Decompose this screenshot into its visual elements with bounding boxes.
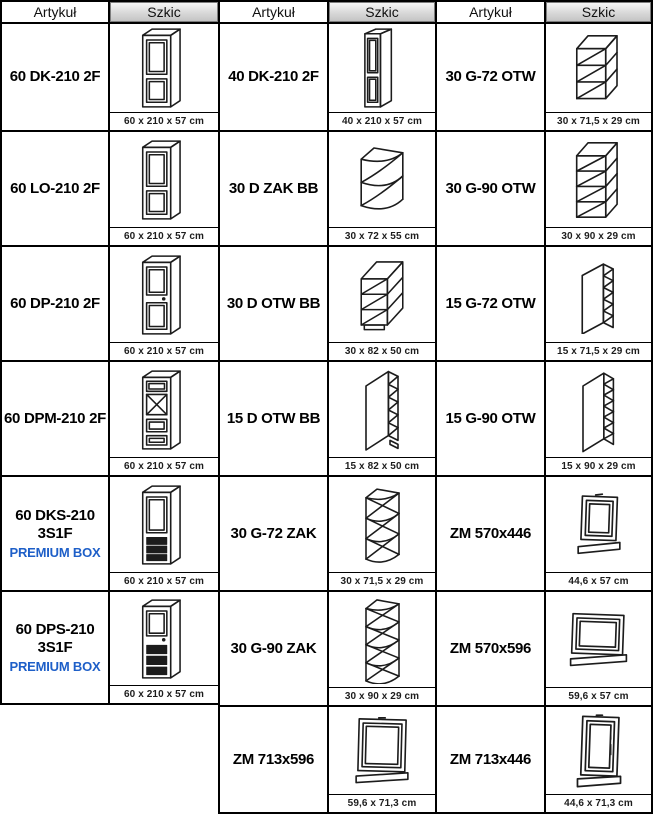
dimensions-label: 30 x 71,5 x 29 cm <box>329 572 435 590</box>
article-cell <box>218 22 327 130</box>
cabinet-sketch <box>546 247 651 342</box>
article-name: 60 DP-210 2F <box>10 294 100 312</box>
sketch-cell <box>327 705 435 814</box>
end-panel-tall-narrow-drawing <box>568 710 630 791</box>
article-name: 30 D OTW BB <box>226 294 321 312</box>
end-panel-tall-drawing <box>348 713 416 789</box>
dimensions-label: 15 x 71,5 x 29 cm <box>546 342 651 360</box>
tall-cabinet-2f-drawing <box>136 138 193 222</box>
article-cell <box>218 245 327 360</box>
cabinet-sketch <box>546 477 651 572</box>
cabinet-sketch <box>546 24 651 112</box>
article-cell <box>435 245 544 360</box>
cabinet-sketch <box>329 707 435 794</box>
article-cell <box>0 245 108 360</box>
dimensions-label: 30 x 72 x 55 cm <box>329 227 435 245</box>
article-cell <box>0 22 108 130</box>
article-name: 30 G-72 OTW <box>445 68 536 86</box>
article-name: 60 DK-210 2F <box>9 68 101 86</box>
article-cell <box>435 130 544 245</box>
tall-cabinet-2f-narrow-drawing <box>357 26 407 110</box>
sketch-cell <box>327 22 435 130</box>
article-cell <box>218 130 327 245</box>
dimensions-label: 60 x 210 x 57 cm <box>110 112 218 130</box>
corner-shelf-4-drawing <box>355 596 410 684</box>
dimensions-label: 60 x 210 x 57 cm <box>110 227 218 245</box>
tall-cabinet-microwave-drawing <box>136 368 193 452</box>
cabinet-sketch <box>329 477 435 572</box>
cabinet-sketch <box>546 362 651 457</box>
article-cell <box>435 360 544 475</box>
premium-box-label: PREMIUM BOX <box>9 658 101 674</box>
cabinet-sketch <box>110 362 218 457</box>
dimensions-label: 60 x 210 x 57 cm <box>110 685 218 703</box>
tall-cabinet-2f-drawing <box>136 26 193 110</box>
article-cell <box>218 590 327 705</box>
article-cell <box>0 130 108 245</box>
header-szkic: Szkic <box>327 0 435 22</box>
article-cell <box>0 360 108 475</box>
article-name: ZM 713x596 <box>232 750 315 768</box>
article-cell <box>435 590 544 705</box>
article-name: 15 G-90 OTW <box>445 409 536 427</box>
article-cell <box>0 590 108 705</box>
article-name: 60 LO-210 2F <box>10 179 100 197</box>
sketch-cell <box>108 245 218 360</box>
wall-open-shelf-3-drawing <box>567 31 630 105</box>
article-cell <box>0 475 108 590</box>
sketch-cell <box>108 22 218 130</box>
sketch-cell <box>108 475 218 590</box>
article-name: 15 G-72 OTW <box>445 294 536 312</box>
cabinet-sketch <box>546 592 651 687</box>
dimensions-label: 30 x 90 x 29 cm <box>546 227 651 245</box>
cabinet-sketch <box>110 592 218 685</box>
cabinet-sketch <box>110 247 218 342</box>
cabinet-sketch <box>546 132 651 227</box>
article-name: ZM 713x446 <box>449 750 532 768</box>
base-open-shelf-drawing <box>352 255 412 335</box>
article-cell <box>435 475 544 590</box>
cabinet-sketch <box>329 247 435 342</box>
dimensions-label: 30 x 82 x 50 cm <box>329 342 435 360</box>
corner-open-shelf-base-drawing <box>350 143 414 217</box>
dimensions-label: 40 x 210 x 57 cm <box>329 112 435 130</box>
sketch-cell <box>108 360 218 475</box>
dimensions-label: 44,6 x 71,3 cm <box>546 794 651 812</box>
sketch-cell <box>544 360 653 475</box>
dimensions-label: 59,6 x 71,3 cm <box>329 794 435 812</box>
article-name: 60 DPS-210 3S1F <box>15 621 95 656</box>
sketch-cell <box>327 475 435 590</box>
dimensions-label: 15 x 90 x 29 cm <box>546 457 651 475</box>
tall-cabinet-drawers-drawing <box>136 483 193 567</box>
article-name: 30 G-72 ZAK <box>230 524 317 542</box>
cabinet-sketch <box>329 24 435 112</box>
dimensions-label: 15 x 82 x 50 cm <box>329 457 435 475</box>
tall-cabinet-handle-drawers-drawing <box>136 597 193 681</box>
sketch-cell <box>544 475 653 590</box>
dimensions-label: 30 x 71,5 x 29 cm <box>546 112 651 130</box>
end-panel-small-drawing <box>569 490 629 560</box>
article-cell <box>218 360 327 475</box>
dimensions-label: 60 x 210 x 57 cm <box>110 342 218 360</box>
wall-open-shelf-4-drawing <box>567 138 630 222</box>
sketch-cell <box>327 245 435 360</box>
dimensions-label: 59,6 x 57 cm <box>546 687 651 705</box>
article-name: 60 DKS-210 3S1F <box>15 507 95 542</box>
article-name: 15 D OTW BB <box>226 409 321 427</box>
article-name: 40 DK-210 2F <box>228 68 319 86</box>
dimensions-label: 44,6 x 57 cm <box>546 572 651 590</box>
sketch-cell <box>327 590 435 705</box>
sketch-cell <box>544 705 653 814</box>
sketch-cell <box>544 22 653 130</box>
article-name: 60 DPM-210 2F <box>4 409 106 427</box>
dimensions-label: 60 x 210 x 57 cm <box>110 457 218 475</box>
article-cell <box>218 475 327 590</box>
sketch-cell <box>108 130 218 245</box>
article-cell <box>435 705 544 814</box>
article-name: 30 G-90 ZAK <box>230 639 317 657</box>
sketch-cell <box>544 590 653 705</box>
header-artykul: Artykuł <box>218 0 327 22</box>
article-name: ZM 570x596 <box>449 639 532 657</box>
sketch-cell <box>327 130 435 245</box>
sketch-cell <box>544 130 653 245</box>
article-name: 30 G-90 OTW <box>445 179 536 197</box>
cabinet-sketch <box>110 477 218 572</box>
cabinet-sketch <box>329 362 435 457</box>
premium-box-label: PREMIUM BOX <box>9 544 101 560</box>
wall-open-shelf-3-narrow-drawing <box>574 256 623 334</box>
cabinet-sketch <box>546 707 651 794</box>
base-open-shelf-narrow-drawing <box>358 365 406 455</box>
article-cell <box>435 22 544 130</box>
corner-shelf-3-drawing <box>355 485 410 564</box>
article-name: 30 D ZAK BB <box>228 179 319 197</box>
header-szkic: Szkic <box>108 0 218 22</box>
cabinet-sketch <box>329 592 435 687</box>
empty-cell <box>108 705 218 814</box>
dimensions-label: 30 x 90 x 29 cm <box>329 687 435 705</box>
sketch-cell <box>327 360 435 475</box>
header-szkic: Szkic <box>544 0 653 22</box>
article-name: ZM 570x446 <box>449 524 532 542</box>
end-panel-wide-drawing <box>564 608 633 672</box>
header-artykul: Artykuł <box>0 0 108 22</box>
wall-open-shelf-4-narrow-drawing <box>575 365 623 455</box>
tall-cabinet-2f-handle-drawing <box>136 253 193 337</box>
cabinet-sketch <box>110 24 218 112</box>
article-cell <box>218 705 327 814</box>
sketch-cell <box>544 245 653 360</box>
dimensions-label: 60 x 210 x 57 cm <box>110 572 218 590</box>
empty-cell <box>0 705 108 814</box>
cabinet-sketch <box>329 132 435 227</box>
header-artykul: Artykuł <box>435 0 544 22</box>
cabinet-sketch <box>110 132 218 227</box>
sketch-cell <box>108 590 218 705</box>
